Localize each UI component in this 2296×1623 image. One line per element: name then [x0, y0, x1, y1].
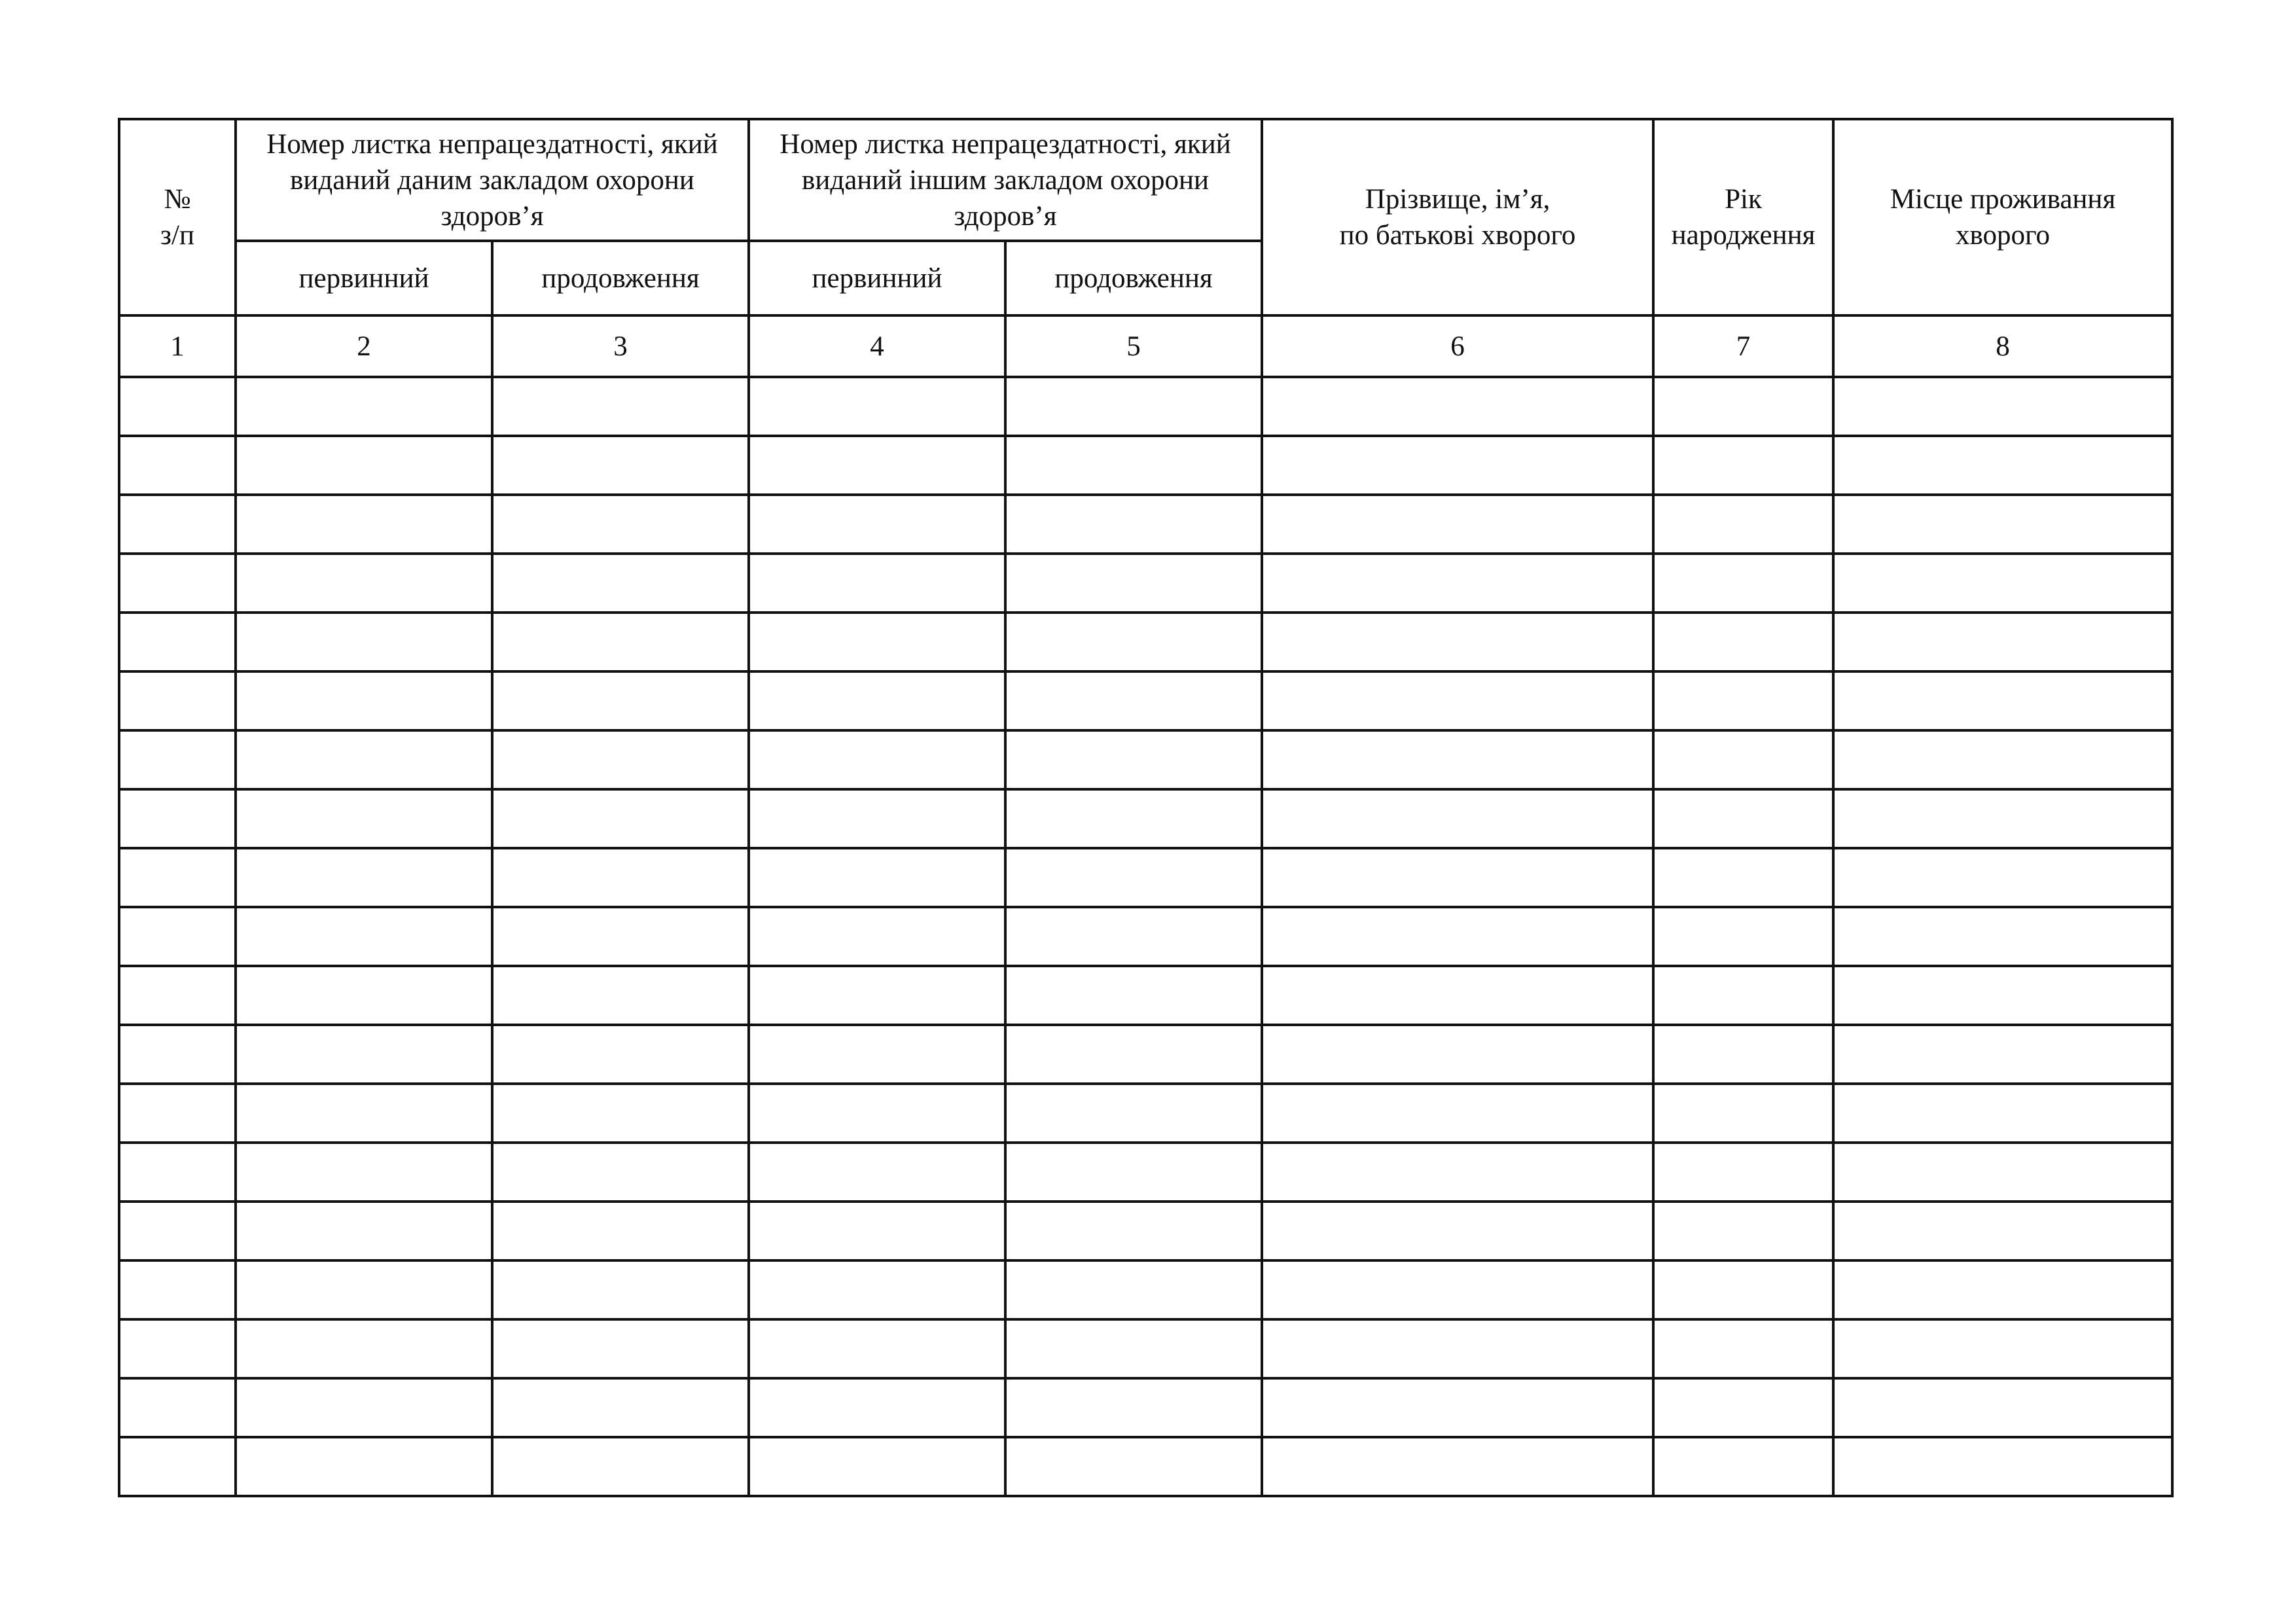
column-number: 4 [749, 315, 1005, 377]
table-cell[interactable] [1262, 671, 1653, 730]
table-cell[interactable] [1005, 848, 1262, 907]
table-cell[interactable] [1005, 966, 1262, 1025]
table-cell[interactable] [1005, 730, 1262, 789]
table-cell[interactable] [1833, 966, 2172, 1025]
table-cell[interactable] [1653, 1084, 1833, 1143]
table-cell[interactable] [1262, 1319, 1653, 1378]
table-cell[interactable] [1653, 671, 1833, 730]
table-cell[interactable] [236, 671, 492, 730]
column-number: 6 [1262, 315, 1653, 377]
table-cell[interactable] [119, 613, 236, 671]
table-cell[interactable] [119, 1084, 236, 1143]
table-cell[interactable] [236, 1084, 492, 1143]
table-row [119, 848, 2172, 907]
header-row-top [119, 119, 2172, 241]
table-cell[interactable] [236, 1437, 492, 1496]
table-cell[interactable] [236, 554, 492, 613]
table-cell[interactable] [492, 789, 749, 848]
table-cell[interactable] [749, 1260, 1005, 1319]
table-cell[interactable] [749, 848, 1005, 907]
table-cell[interactable] [492, 554, 749, 613]
table-cell[interactable] [1653, 966, 1833, 1025]
table-cell[interactable] [119, 789, 236, 848]
table-cell[interactable] [1262, 1378, 1653, 1437]
table-cell[interactable] [1833, 671, 2172, 730]
table-cell[interactable] [1262, 848, 1653, 907]
table-row [119, 1025, 2172, 1084]
table-row [119, 789, 2172, 848]
table-cell[interactable] [1653, 1319, 1833, 1378]
table-cell[interactable] [492, 613, 749, 671]
header-primary-this: первинний [236, 241, 492, 315]
table-cell[interactable] [1653, 1378, 1833, 1437]
table-cell[interactable] [1833, 789, 2172, 848]
table-cell[interactable] [749, 1143, 1005, 1202]
table-row [119, 1084, 2172, 1143]
table-cell[interactable] [1833, 1202, 2172, 1260]
table-row [119, 613, 2172, 671]
table-cell[interactable] [749, 1437, 1005, 1496]
table-cell[interactable] [1833, 1319, 2172, 1378]
table-cell[interactable] [236, 1143, 492, 1202]
header-birth-year: Рік народження [1653, 119, 1833, 315]
table-row [119, 1378, 2172, 1437]
table-cell[interactable] [492, 1378, 749, 1437]
table-cell[interactable] [1005, 1143, 1262, 1202]
table-cell[interactable] [236, 436, 492, 495]
column-number: 5 [1005, 315, 1262, 377]
table-cell[interactable] [1833, 730, 2172, 789]
table-cell[interactable] [1005, 671, 1262, 730]
table-cell[interactable] [749, 1202, 1005, 1260]
table-cell[interactable] [1005, 907, 1262, 966]
table-cell[interactable] [492, 848, 749, 907]
table-cell[interactable] [1005, 1260, 1262, 1319]
table-cell[interactable] [492, 377, 749, 436]
column-number: 7 [1653, 315, 1833, 377]
column-number: 1 [119, 315, 236, 377]
table-cell[interactable] [749, 495, 1005, 554]
table-cell[interactable] [119, 1319, 236, 1378]
table-cell[interactable] [492, 495, 749, 554]
table-cell[interactable] [1653, 730, 1833, 789]
table-cell[interactable] [492, 1319, 749, 1378]
table-cell[interactable] [1653, 907, 1833, 966]
table-cell[interactable] [492, 1025, 749, 1084]
column-number: 3 [492, 315, 749, 377]
sick-leave-register-table [118, 118, 2174, 1497]
table-cell[interactable] [236, 495, 492, 554]
table-cell[interactable] [236, 789, 492, 848]
header-continuation-this: продовження [492, 241, 749, 315]
table-cell[interactable] [1262, 1260, 1653, 1319]
table-cell[interactable] [749, 613, 1005, 671]
table-cell[interactable] [1005, 436, 1262, 495]
table-cell[interactable] [236, 907, 492, 966]
table-cell[interactable] [119, 1378, 236, 1437]
table-row [119, 730, 2172, 789]
table-cell[interactable] [1833, 1437, 2172, 1496]
table-cell[interactable] [236, 1025, 492, 1084]
table-cell[interactable] [1005, 1084, 1262, 1143]
table-cell[interactable] [1653, 377, 1833, 436]
table-cell[interactable] [119, 1260, 236, 1319]
table-cell[interactable] [1005, 377, 1262, 436]
table-cell[interactable] [119, 554, 236, 613]
table-cell[interactable] [1262, 1084, 1653, 1143]
table-cell[interactable] [1833, 1143, 2172, 1202]
table-cell[interactable] [492, 1437, 749, 1496]
table-cell[interactable] [1005, 1319, 1262, 1378]
table-cell[interactable] [1262, 730, 1653, 789]
table-cell[interactable] [492, 730, 749, 789]
header-other-facility-group: Номер листка непрацездатності, який виданий іншим закладом охорони здоров’я [749, 119, 1262, 241]
header-continuation-other: продовження [1005, 241, 1262, 315]
table-cell[interactable] [1833, 1378, 2172, 1437]
column-number: 8 [1833, 315, 2172, 377]
table-cell[interactable] [1833, 377, 2172, 436]
header-row-number: № з/п [119, 119, 236, 315]
table-cell[interactable] [1262, 1437, 1653, 1496]
table-cell[interactable] [1833, 613, 2172, 671]
table-cell[interactable] [1262, 495, 1653, 554]
table-cell[interactable] [1262, 1202, 1653, 1260]
table-cell[interactable] [1262, 789, 1653, 848]
table-cell[interactable] [1653, 1437, 1833, 1496]
table-cell[interactable] [492, 671, 749, 730]
table-cell[interactable] [1833, 1025, 2172, 1084]
table-cell[interactable] [1262, 966, 1653, 1025]
table-cell[interactable] [236, 1378, 492, 1437]
table-row [119, 1143, 2172, 1202]
table-cell[interactable] [119, 495, 236, 554]
table-cell[interactable] [236, 1202, 492, 1260]
table-cell[interactable] [1653, 1202, 1833, 1260]
table-cell[interactable] [119, 436, 236, 495]
table-cell[interactable] [749, 1378, 1005, 1437]
table-cell[interactable] [1833, 436, 2172, 495]
table-row [119, 436, 2172, 495]
table-cell[interactable] [492, 1260, 749, 1319]
header-patient-name: Прізвище, ім’я, по батькові хворого [1262, 119, 1653, 315]
table-cell[interactable] [749, 1084, 1005, 1143]
table-cell[interactable] [119, 377, 236, 436]
table-cell[interactable] [1262, 436, 1653, 495]
table-cell[interactable] [1833, 1260, 2172, 1319]
table-row [119, 554, 2172, 613]
table-cell[interactable] [1833, 554, 2172, 613]
table-cell[interactable] [1005, 495, 1262, 554]
table-cell[interactable] [236, 848, 492, 907]
table-cell[interactable] [1262, 1025, 1653, 1084]
table-row [119, 907, 2172, 966]
table-cell[interactable] [1653, 554, 1833, 613]
table-cell[interactable] [749, 1025, 1005, 1084]
table-cell[interactable] [1262, 613, 1653, 671]
table-cell[interactable] [749, 966, 1005, 1025]
table-cell[interactable] [749, 907, 1005, 966]
table-cell[interactable] [1653, 1025, 1833, 1084]
table-cell[interactable] [236, 377, 492, 436]
table-cell[interactable] [119, 1202, 236, 1260]
table-row [119, 1260, 2172, 1319]
table-row [119, 377, 2172, 436]
table-cell[interactable] [1833, 1084, 2172, 1143]
table-cell[interactable] [492, 1084, 749, 1143]
table-cell[interactable] [1653, 436, 1833, 495]
table-cell[interactable] [492, 1202, 749, 1260]
table-cell[interactable] [119, 848, 236, 907]
table-cell[interactable] [749, 554, 1005, 613]
table-cell[interactable] [1005, 789, 1262, 848]
table-cell[interactable] [1262, 554, 1653, 613]
table-cell[interactable] [492, 966, 749, 1025]
table-cell[interactable] [1833, 495, 2172, 554]
table-cell[interactable] [1833, 907, 2172, 966]
table-cell[interactable] [1653, 495, 1833, 554]
table-row [119, 966, 2172, 1025]
header-this-facility-group: Номер листка непрацездатності, який виданий даним закладом охорони здоров’я [236, 119, 749, 241]
table-cell[interactable] [119, 1143, 236, 1202]
table-cell[interactable] [1653, 848, 1833, 907]
table-cell[interactable] [119, 671, 236, 730]
column-number: 2 [236, 315, 492, 377]
table-cell[interactable] [492, 1143, 749, 1202]
table-cell[interactable] [749, 436, 1005, 495]
table-cell[interactable] [749, 730, 1005, 789]
table-cell[interactable] [236, 1319, 492, 1378]
table-cell[interactable] [1653, 789, 1833, 848]
table-cell[interactable] [492, 907, 749, 966]
table-cell[interactable] [119, 1437, 236, 1496]
table-cell[interactable] [1653, 1143, 1833, 1202]
table-cell[interactable] [1005, 1202, 1262, 1260]
table-cell[interactable] [1262, 907, 1653, 966]
table-cell[interactable] [749, 789, 1005, 848]
table-row [119, 1437, 2172, 1496]
table-cell[interactable] [492, 436, 749, 495]
table-cell[interactable] [236, 1260, 492, 1319]
table-cell[interactable] [236, 613, 492, 671]
table-cell[interactable] [1005, 613, 1262, 671]
table-cell[interactable] [119, 966, 236, 1025]
table-cell[interactable] [1005, 1378, 1262, 1437]
table-cell[interactable] [749, 1319, 1005, 1378]
table-cell[interactable] [749, 671, 1005, 730]
table-cell[interactable] [1005, 554, 1262, 613]
table-cell[interactable] [236, 730, 492, 789]
table-cell[interactable] [236, 966, 492, 1025]
column-number-row [119, 315, 2172, 377]
table-cell[interactable] [1653, 1260, 1833, 1319]
table-cell[interactable] [119, 730, 236, 789]
table-row [119, 1202, 2172, 1260]
table-cell[interactable] [119, 1025, 236, 1084]
table-cell[interactable] [1262, 377, 1653, 436]
header-residence: Місце проживання хворого [1833, 119, 2172, 315]
table-cell[interactable] [1005, 1025, 1262, 1084]
table-cell[interactable] [1005, 1437, 1262, 1496]
table-cell[interactable] [1833, 848, 2172, 907]
table-row [119, 671, 2172, 730]
table-row [119, 1319, 2172, 1378]
table-cell[interactable] [749, 377, 1005, 436]
table-cell[interactable] [1653, 613, 1833, 671]
table-cell[interactable] [119, 907, 236, 966]
header-primary-other: первинний [749, 241, 1005, 315]
table-cell[interactable] [1262, 1143, 1653, 1202]
table-row [119, 495, 2172, 554]
